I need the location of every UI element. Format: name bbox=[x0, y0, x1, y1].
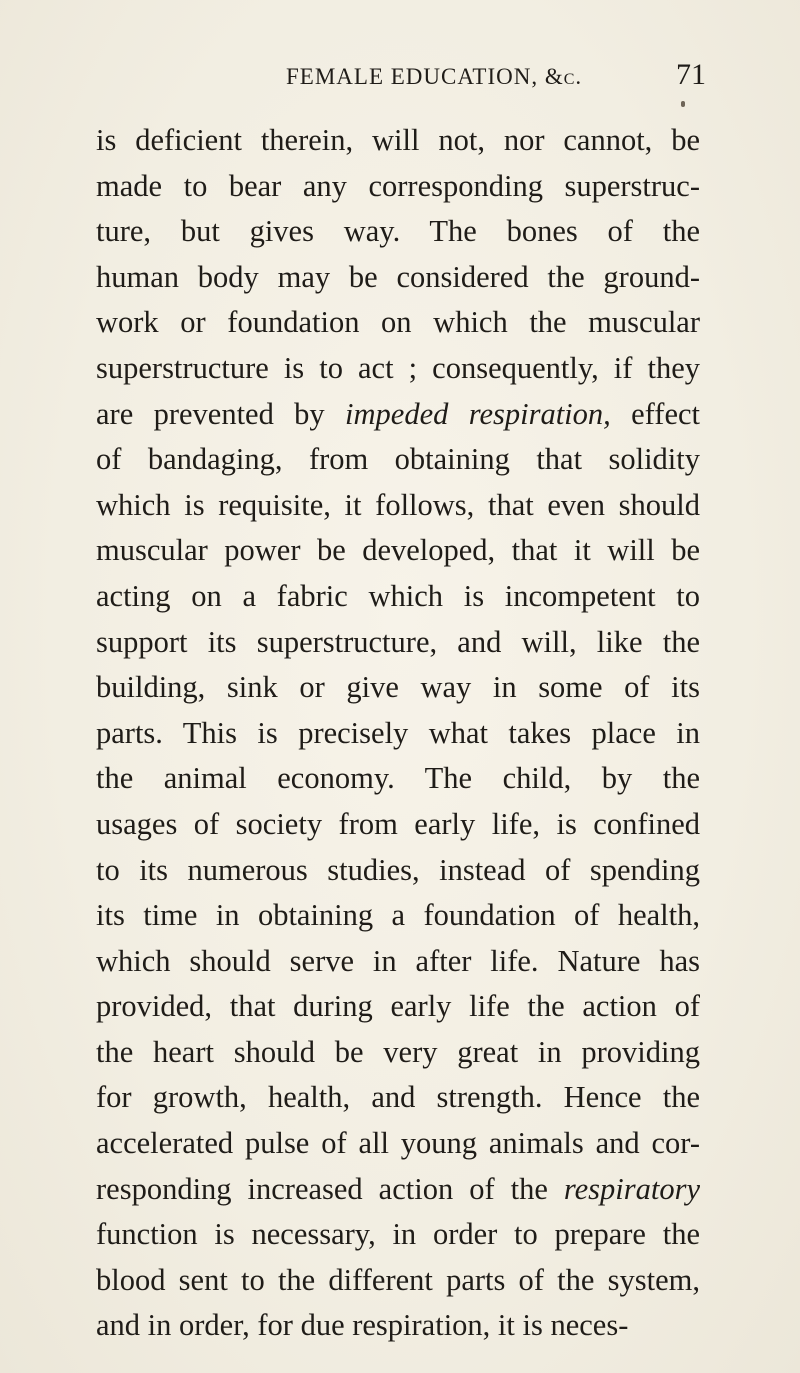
body-text bbox=[96, 118, 700, 1349]
italic-word: respiratory bbox=[563, 1171, 700, 1206]
text-line: ture, but gives way. The bones of the bbox=[96, 214, 700, 249]
text-line: support its superstructure, and will, like the bbox=[96, 624, 700, 659]
ink-speck bbox=[681, 101, 685, 107]
text-line: the animal economy. The child, by the bbox=[96, 761, 700, 796]
italic-phrase: impeded respiration, bbox=[345, 396, 611, 431]
text-line: of bandaging, from obtaining that solidity bbox=[96, 442, 700, 477]
text-line: and in order, for due respiration, it is neces- bbox=[96, 1308, 629, 1343]
text-line: for growth, health, and strength. Hence the bbox=[96, 1080, 700, 1115]
text-line: made to bear any corresponding superstruc- bbox=[96, 168, 700, 203]
text-line: work or foundation on which the muscular bbox=[96, 305, 700, 340]
text-line: superstructure is to act ; consequently, if they bbox=[96, 350, 700, 385]
text-line: blood sent to the different parts of the system, bbox=[96, 1262, 700, 1297]
text-line: muscular power be developed, that it will be bbox=[96, 533, 700, 568]
text-line: are prevented by impeded respiration, effect bbox=[96, 396, 700, 431]
text-line: accelerated pulse of all young animals and cor- bbox=[96, 1126, 700, 1161]
text-line: which should serve in after life. Nature has bbox=[96, 943, 700, 978]
text-line: the heart should be very great in providing bbox=[96, 1034, 700, 1069]
text-line: usages of society from early life, is confined bbox=[96, 806, 700, 841]
running-head bbox=[0, 58, 800, 98]
text-line: parts. This is precisely what takes place in bbox=[96, 715, 700, 750]
page-number: 71 bbox=[676, 58, 706, 91]
running-title: FEMALE EDUCATION, &c. bbox=[286, 64, 583, 89]
text-line: to its numerous studies, instead of spending bbox=[96, 852, 700, 887]
text-line: its time in obtaining a foundation of health, bbox=[96, 898, 700, 933]
text-line: provided, that during early life the action of bbox=[96, 989, 700, 1024]
text-line: human body may be considered the ground- bbox=[96, 259, 700, 294]
text-line: acting on a fabric which is incompetent to bbox=[96, 578, 700, 613]
text-line: which is requisite, it follows, that even should bbox=[96, 487, 700, 522]
text-line: function is necessary, in order to prepare the bbox=[96, 1217, 700, 1252]
text-line: building, sink or give way in some of its bbox=[96, 670, 700, 705]
text-line: responding increased action of the respiratory bbox=[96, 1171, 700, 1206]
text-line: is deficient therein, will not, nor cannot, be bbox=[96, 123, 700, 157]
